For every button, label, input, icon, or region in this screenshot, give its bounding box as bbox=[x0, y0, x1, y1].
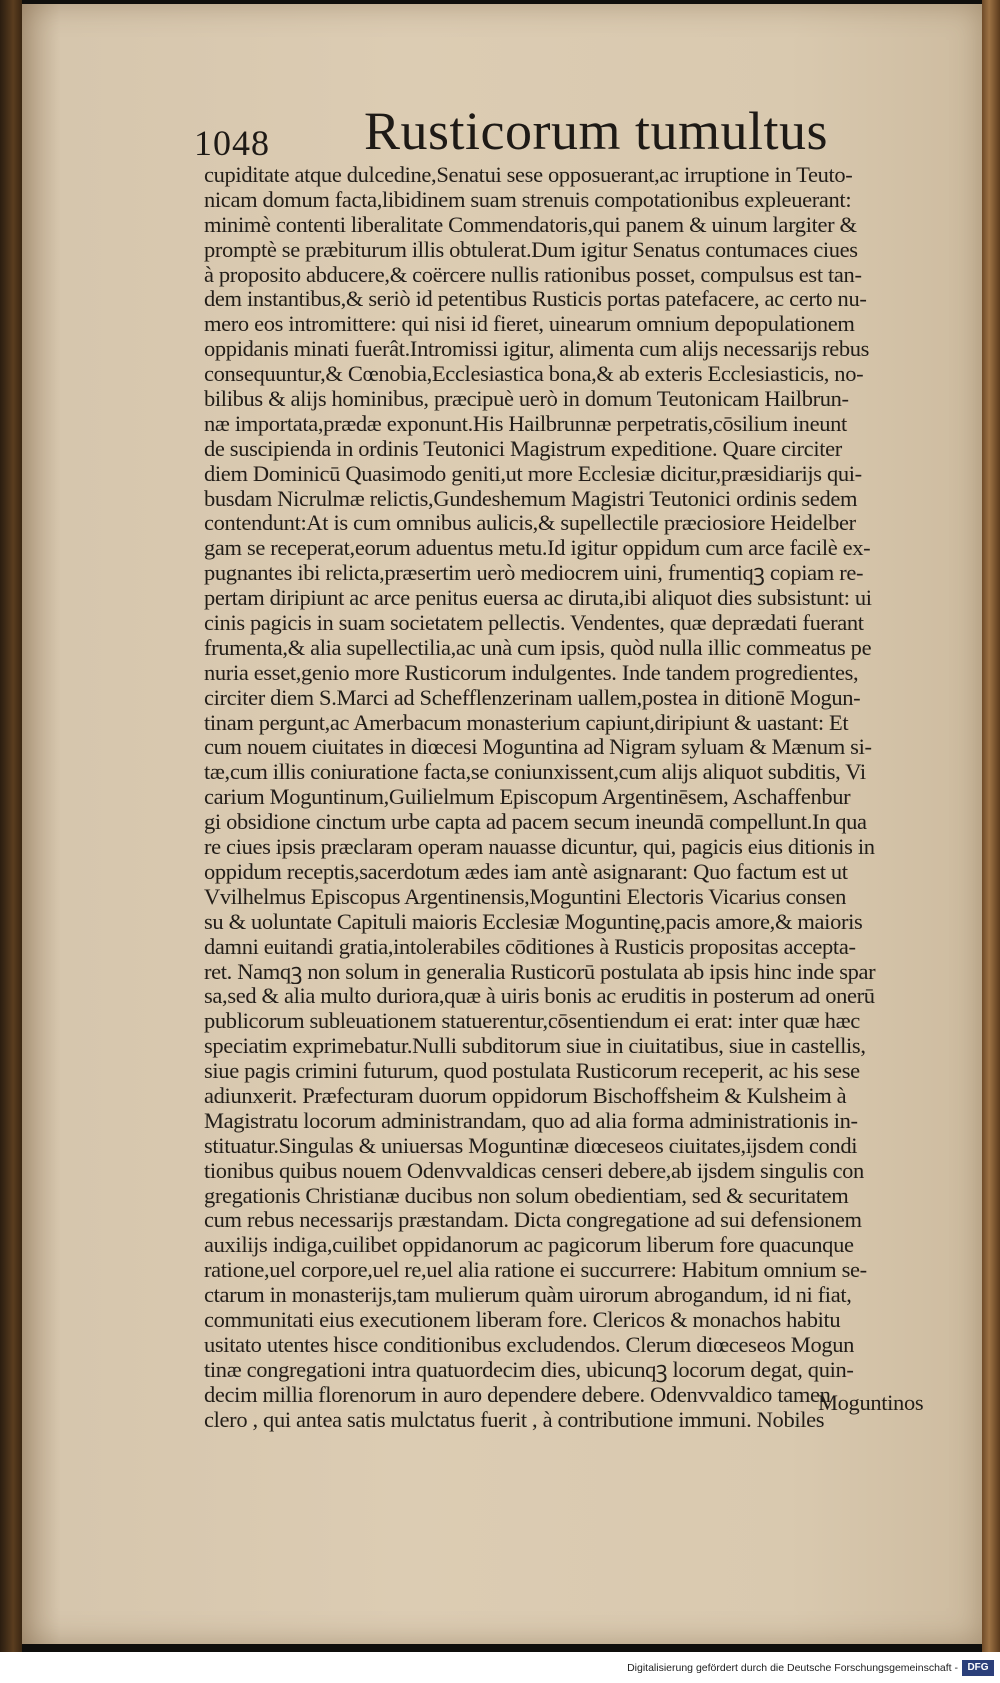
text-line: cum rebus necessarijs præstandam. Dicta congregatione ad sui defensionem bbox=[204, 1208, 862, 1233]
text-line: usitato utentes hisce conditionibus excludendos. Clerum diœceseos Mogun bbox=[204, 1332, 855, 1357]
text-line: pugnantes ibi relicta,præsertim uerò mediocrem uini, frumentiqꝫ copiam re- bbox=[204, 561, 864, 586]
text-line: consequuntur,& Cœnobia,Ecclesiastica bona,& ab exteris Ecclesiasticis, no- bbox=[204, 362, 864, 387]
text-line: gregationis Christianæ ducibus non solum obedientiam, sed & securitatem bbox=[204, 1183, 849, 1208]
text-line: communitati eius executionem liberam fore. Clericos & monachos habitu bbox=[204, 1307, 841, 1332]
text-line: tinam pergunt,ac Amerbacum monasterium capiunt,diripiunt & uastant: Et bbox=[204, 710, 849, 735]
text-line: re ciues ipsis præclaram operam nauasse dicuntur, qui, pagicis eius ditionis in bbox=[204, 835, 875, 860]
text-line: ctarum in monasterijs,tam mulierum quàm uirorum abrogandum, id ni fiat, bbox=[204, 1283, 852, 1308]
catchword: Moguntinos bbox=[818, 1390, 924, 1415]
footer-bar bbox=[0, 1652, 1000, 1683]
text-line: auxilijs indiga,cuilibet oppidanorum ac pagicorum liberum fore quacunque bbox=[204, 1233, 854, 1258]
text-line: contendunt:At is cum omnibus aulicis,& supellectile præciosiore Heidelber bbox=[204, 511, 856, 536]
text-line: su & uoluntate Capituli maioris Ecclesiæ Moguntinę,pacis amore,& maioris bbox=[204, 909, 863, 934]
text-line: ret. Namqꝫ non solum in generalia Rusticorū postulata ab ipsis hinc inde spar bbox=[204, 959, 876, 984]
text-line: oppidum receptis,sacerdotum ædes iam antè asignarant: Quo factum est ut bbox=[204, 859, 848, 884]
text-line: frumenta,& alia supellectilia,ac unà cum ipsis, quòd nulla illic commeatus pe bbox=[204, 635, 872, 660]
text-line: næ importata,prædæ exponunt.His Hailbrunnæ perpetratis,cōsilium ineunt bbox=[204, 411, 847, 436]
text-line: tinæ congregationi intra quatuordecim dies, ubicunqꝫ locorum degat, quin- bbox=[204, 1357, 854, 1382]
dfg-logo: DFG bbox=[962, 1660, 994, 1676]
text-line: speciatim exprimebatur.Nulli subditorum siue in ciuitatibus, siue in castellis, bbox=[204, 1034, 866, 1059]
text-line: adiunxerit. Præfecturam duorum oppidorum Bischoffsheim & Kulsheim à bbox=[204, 1083, 847, 1108]
running-title: Rusticorum tumultus bbox=[364, 101, 829, 161]
text-line: ratione,uel corpore,uel re,uel alia ratione ei succurrere: Habitum omnium se- bbox=[204, 1258, 867, 1283]
page-header bbox=[194, 100, 954, 170]
text-line: à proposito abducere,& coërcere nullis rationibus posset, compulsus est tan- bbox=[204, 262, 862, 287]
text-line: de suscipienda in ordinis Teutonici Magistrum expeditione. Quare circiter bbox=[204, 436, 842, 461]
text-line: cinis pagicis in suam societatem pellectis. Vendentes, quæ deprædati fuerant bbox=[204, 611, 864, 636]
text-line: damni euitandi gratia,intolerabiles cōditiones à Rusticis propositas accepta- bbox=[204, 934, 856, 959]
text-line: publicorum subleuationem statuerentur,cōsentiendum ei erat: inter quæ hæc bbox=[204, 1009, 860, 1034]
text-line: tionibus quibus nouem Odenvvaldicas censeri debere,ab ijsdem singulis con bbox=[204, 1158, 864, 1183]
text-line: Magistratu locorum administrandam, quo ad alia forma administrationis in- bbox=[204, 1108, 858, 1133]
text-line: cupiditate atque dulcedine,Senatui sese opposuerant,ac irruptione in Teuto- bbox=[204, 163, 853, 187]
text-line: minimè contenti liberalitate Commendatoris,qui panem & uinum largiter & bbox=[204, 212, 857, 237]
text-line: Vvilhelmus Episcopus Argentinensis,Moguntini Electoris Vicarius consen bbox=[204, 884, 846, 909]
text-line: siue pagis crimini futurum, quod postulata Rusticorum receperit, ac his sese bbox=[204, 1059, 860, 1084]
text-line: dem instantibus,& seriò id petentibus Rusticis portas patefacere, ac certo nu- bbox=[204, 287, 867, 312]
text-line: busdam Nicrulmæ relictis,Gundeshemum Magistri Teutonici ordinis sedem bbox=[204, 486, 858, 511]
text-line: nuria esset,genio more Rusticorum indulgentes. Inde tandem progredientes, bbox=[204, 660, 859, 685]
text-line: stituatur.Singulas & uniuersas Moguntinæ diœceseos ciuitates,ijsdem condi bbox=[204, 1133, 858, 1158]
book-spine bbox=[0, 0, 22, 1652]
text-line: nicam domum facta,libidinem suam strenuis compotationibus expleuerant: bbox=[204, 187, 852, 212]
text-line: decim millia florenorum in auro dependere debere. Odenvvaldico tamen bbox=[204, 1382, 831, 1407]
text-line: carium Moguntinum,Guilielmum Episcopum Argentinēsem, Aschaffenbur bbox=[204, 785, 851, 810]
text-line: mero eos intromittere: qui nisi id fieret, uinearum omnium depopulationem bbox=[204, 312, 855, 337]
text-line: clero , qui antea satis mulctatus fuerit , à contributione immuni. Nobiles bbox=[204, 1407, 825, 1432]
page-number: 1048 bbox=[194, 123, 270, 163]
text-line: gi obsidione cinctum urbe capta ad pacem secum ineundā compellunt.In qua bbox=[204, 810, 867, 835]
text-line: diem Dominicū Quasimodo geniti,ut more Ecclesiæ dicitur,præsidiarijs qui- bbox=[204, 461, 862, 486]
footer-credit: Digitalisierung gefördert durch die Deutsche Forschungsgemeinschaft - bbox=[627, 1662, 958, 1674]
text-line: cum nouem ciuitates in diœcesi Moguntina ad Nigram syluam & Mænum si- bbox=[204, 735, 872, 760]
text-line: tæ,cum illis coniuratione facta,se coniunxissent,cum alijs aliquot subditis, Vi bbox=[204, 760, 866, 785]
text-line: promptè se præbiturum illis obtulerat.Dum igitur Senatus contumaces ciues bbox=[204, 237, 858, 262]
text-line: gam se receperat,eorum aduentus metu.Id igitur oppidum cum arce facilè ex- bbox=[204, 536, 871, 561]
text-line: circiter diem S.Marci ad Schefflenzerinam uallem,postea in ditionē Mogun- bbox=[204, 685, 861, 710]
text-line: oppidanis minati fuerât.Intromissi igitur, alimenta cum alijs necessarijs rebus bbox=[204, 337, 870, 362]
text-line: sa,sed & alia multo duriora,quæ à uiris bonis ac eruditis in posterum ad onerū bbox=[204, 984, 875, 1009]
body-text bbox=[204, 163, 950, 1432]
text-line: pertam diripiunt ac arce penitus euersa ac diruta,ibi aliquot dies subsistunt: ui bbox=[204, 586, 872, 611]
text-line: bilibus & alijs hominibus, præcipuè uerò in domum Teutonicam Hailbrun- bbox=[204, 387, 849, 412]
page-edge bbox=[982, 0, 1000, 1652]
